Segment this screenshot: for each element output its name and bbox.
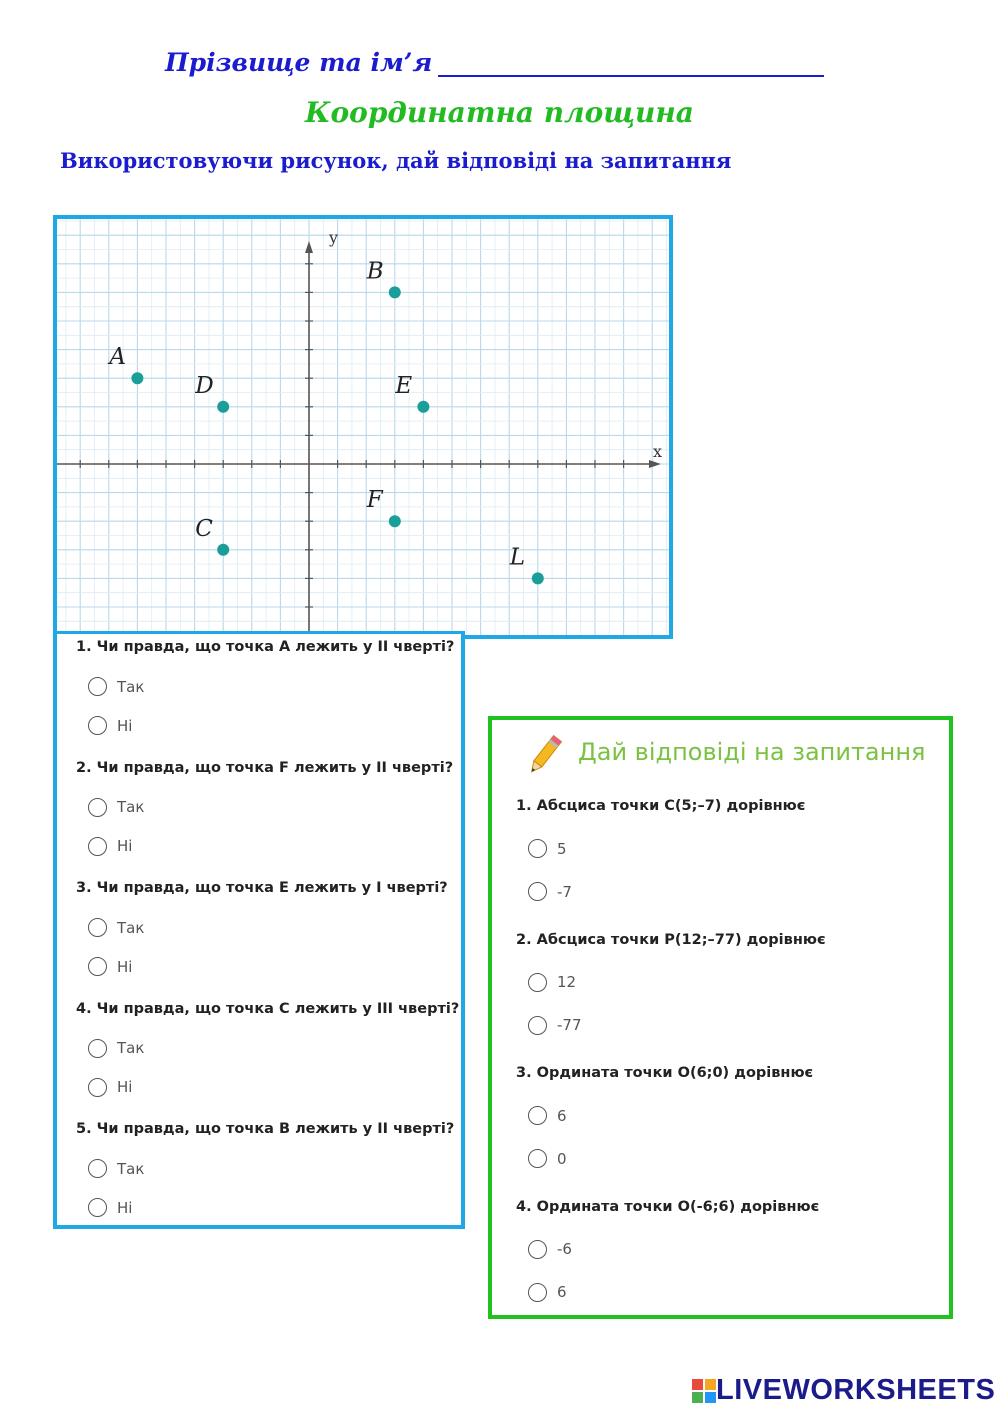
radio-button[interactable] (88, 1198, 107, 1217)
pencil-icon (522, 732, 566, 780)
tf-q5-option-2[interactable] (88, 1198, 132, 1217)
radio-button[interactable] (88, 837, 107, 856)
option-label: Ні (117, 957, 133, 976)
y-axis-label: y (329, 228, 339, 247)
radio-button[interactable] (528, 882, 547, 901)
option-label: Так (117, 1039, 145, 1057)
radio-button[interactable] (528, 1283, 547, 1302)
point-e-marker (417, 401, 429, 413)
point-c-marker (217, 544, 229, 556)
radio-button[interactable] (528, 1240, 547, 1259)
option-label: Ні (117, 1198, 133, 1217)
point-f-label: F (366, 487, 383, 514)
tf-q3-option-1[interactable] (88, 918, 144, 937)
point-l-label: L (509, 544, 526, 571)
option-label: 6 (557, 1283, 567, 1301)
y-axis-arrow (305, 241, 313, 253)
option-label: Ні (117, 716, 133, 735)
tf-q2-option-2[interactable] (88, 837, 132, 856)
ans-question-2: 2. Абсциса точки Р(12;–77) дорівнює (516, 931, 826, 948)
point-f-marker (389, 515, 401, 527)
coordinate-plane-svg (57, 219, 669, 635)
true-false-quiz-panel (53, 631, 465, 1229)
radio-button[interactable] (88, 716, 107, 735)
option-label: Так (117, 918, 145, 937)
tf-q4-option-2[interactable] (88, 1078, 132, 1097)
radio-button[interactable] (88, 677, 107, 696)
ans-question-3: 3. Ордината точки О(6;0) дорівнює (516, 1065, 814, 1081)
student-name-field[interactable] (438, 75, 824, 77)
radio-button[interactable] (528, 1016, 547, 1035)
option-label: Так (117, 677, 145, 696)
liveworksheets-logo-icon (692, 1379, 716, 1403)
option-label: 12 (557, 973, 577, 991)
ans-q2-option-2[interactable] (528, 1016, 582, 1035)
ans-q1-option-2[interactable] (528, 882, 572, 901)
liveworksheets-logo (692, 1374, 995, 1407)
point-b-marker (389, 286, 401, 298)
option-label: Ні (117, 837, 133, 855)
tf-q3-option-2[interactable] (88, 957, 132, 976)
option-label: 5 (557, 839, 567, 858)
option-label: Так (117, 1159, 145, 1178)
ans-q3-option-1[interactable] (528, 1106, 567, 1125)
worksheet-title: Координатна площина (305, 96, 694, 129)
point-a-marker (131, 372, 143, 384)
option-label: Так (117, 798, 145, 816)
tf-q2-option-1[interactable] (88, 798, 144, 817)
student-name-label: Прізвище та ім’я (165, 48, 433, 77)
option-label: -77 (557, 1016, 582, 1034)
ans-q2-option-1[interactable] (528, 973, 576, 992)
radio-button[interactable] (88, 1078, 107, 1097)
point-b-label: B (366, 258, 384, 285)
tf-question-2: 2. Чи правда, що точка F лежить у ІІ чверті? (76, 759, 454, 776)
logo-text: LIVEWORKSHEETS (716, 1374, 996, 1406)
radio-button[interactable] (528, 1149, 547, 1168)
option-label: 0 (557, 1149, 567, 1168)
point-l-marker (532, 572, 544, 584)
tf-q1-option-1[interactable] (88, 677, 144, 696)
ans-question-1: 1. Абсциса точки С(5;–7) дорівнює (516, 798, 806, 814)
radio-button[interactable] (88, 918, 107, 937)
tf-question-5: 5. Чи правда, що точка В лежить у ІІ чверті? (76, 1121, 455, 1137)
radio-button[interactable] (528, 1106, 547, 1125)
radio-button[interactable] (528, 973, 547, 992)
x-axis-arrow (649, 460, 661, 468)
radio-button[interactable] (88, 798, 107, 817)
ans-q4-option-1[interactable] (528, 1240, 572, 1259)
answer-quiz-panel (488, 716, 953, 1319)
option-label: Ні (117, 1078, 133, 1096)
point-e-label: E (395, 372, 413, 399)
radio-button[interactable] (88, 1159, 107, 1178)
tf-q4-option-1[interactable] (88, 1039, 144, 1058)
ans-q4-option-2[interactable] (528, 1283, 567, 1302)
ans-question-4: 4. Ордината точки О(-6;6) дорівнює (516, 1198, 820, 1215)
point-c-label: C (195, 515, 213, 542)
tf-question-3: 3. Чи правда, що точка Е лежить у І чверті? (76, 880, 448, 896)
option-label: -7 (557, 882, 572, 901)
radio-button[interactable] (88, 1039, 107, 1058)
radio-button[interactable] (528, 839, 547, 858)
x-axis-label: x (653, 442, 663, 461)
ans-q1-option-1[interactable] (528, 839, 567, 858)
answer-panel-title: Дай відповіді на запитання (578, 738, 926, 766)
tf-question-4: 4. Чи правда, що точка С лежить у ІІІ чверті? (76, 1000, 460, 1017)
point-d-marker (217, 401, 229, 413)
option-label: -6 (557, 1240, 572, 1258)
option-label: 6 (557, 1106, 567, 1125)
coordinate-plane-figure (53, 215, 673, 639)
point-d-label: D (195, 372, 214, 399)
ans-q3-option-2[interactable] (528, 1149, 567, 1168)
point-a-label: A (109, 344, 127, 371)
radio-button[interactable] (88, 957, 107, 976)
tf-q1-option-2[interactable] (88, 716, 132, 735)
instruction-text: Використовуючи рисунок, дай відповіді на запитання (60, 148, 732, 173)
tf-q5-option-1[interactable] (88, 1159, 144, 1178)
tf-question-1: 1. Чи правда, що точка А лежить у ІІ чверті? (76, 639, 455, 655)
